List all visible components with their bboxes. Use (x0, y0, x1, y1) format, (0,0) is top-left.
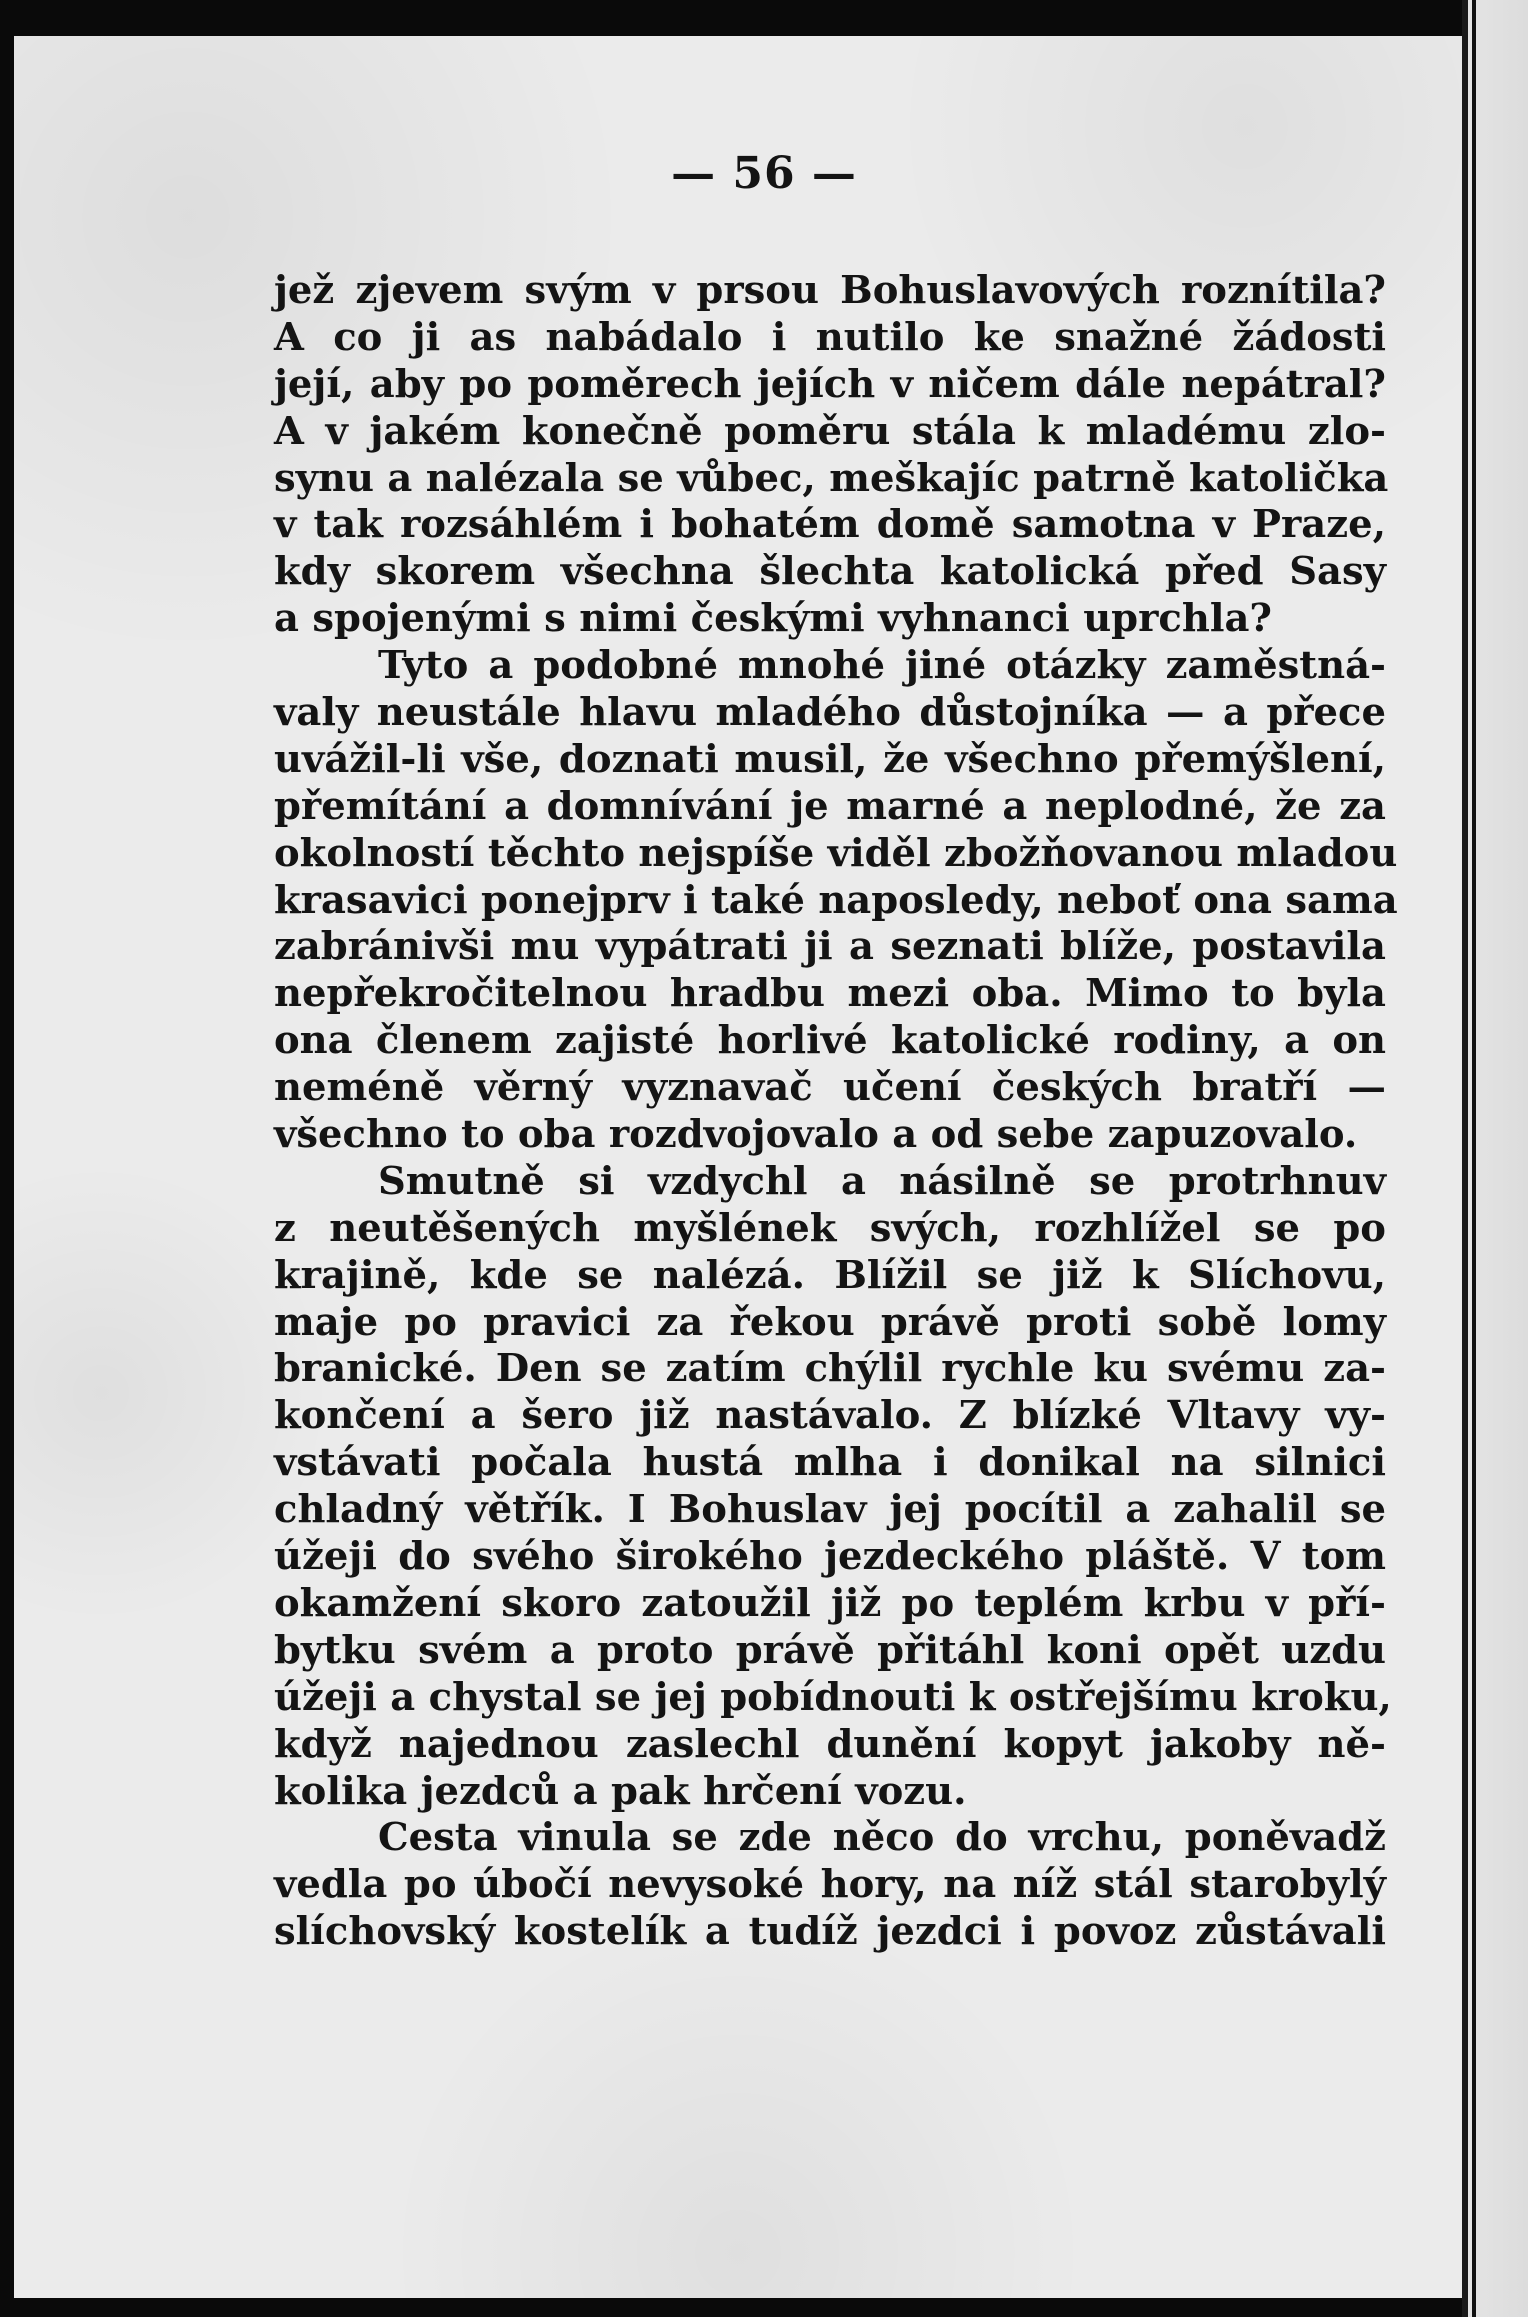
page-number: — 56 — (671, 148, 857, 199)
text-line: krajině, kde se nalézá. Blížil se již k Slíchovu, (274, 1252, 1386, 1298)
text-line: přemítání a domnívání je marné a neplodné, že za (274, 783, 1386, 829)
text-line: krasavici ponejprv i také naposledy, neboť ona sama (274, 877, 1398, 923)
text-line: úžeji do svého širokého jezdeckého pláště. V tom (274, 1534, 1386, 1580)
text-line: Smutně si vzdychl a násilně se protrhnuv (378, 1158, 1386, 1204)
text-line: bytku svém a proto právě přitáhl koni opět uzdu (274, 1627, 1386, 1673)
text-line: úžeji a chystal se jej pobídnouti k ostřejšímu kroku, (274, 1674, 1392, 1720)
text-line: branické. Den se zatím chýlil rychle ku svému za- (274, 1346, 1386, 1392)
text-line: a spojenými s nimi českými vyhnanci uprchla? (274, 596, 1272, 642)
text-line: zabránivši mu vypátrati ji a seznati blíže, postavila (274, 924, 1386, 970)
text-line: vstávati počala hustá mlha i donikal na silnici (274, 1440, 1386, 1486)
text-line: maje po pravici za řekou právě proti sobě lomy (274, 1299, 1386, 1345)
text-line: synu a nalézala se vůbec, meškajíc patrně katolička (274, 455, 1389, 501)
text-line: Tyto a podobné mnohé jiné otázky zaměstná- (378, 643, 1386, 689)
text-line: valy neustále hlavu mladého důstojníka — a přece (274, 690, 1386, 736)
text-line: A v jakém konečně poměru stála k mladému zlo- (274, 408, 1386, 454)
text-line: vedla po úbočí nevysoké hory, na níž stál starobylý (274, 1862, 1386, 1908)
text-line: všechno to oba rozdvojovalo a od sebe zapuzovalo. (274, 1112, 1358, 1158)
text-line: neméně věrný vyznavač učení českých bratří — (274, 1065, 1386, 1111)
text-line: uvážil-li vše, doznati musil, že všechno přemýšlení, (274, 736, 1386, 782)
text-line: když najednou zaslechl dunění kopyt jakoby ně- (274, 1721, 1386, 1767)
text-line: kolika jezdců a pak hrčení vozu. (274, 1768, 967, 1814)
page-edge-line (1472, 0, 1476, 2317)
text-line: z neutěšených myšlének svých, rozhlížel se po (274, 1205, 1386, 1251)
body-text (274, 268, 1398, 1956)
text-line: jež zjevem svým v prsou Bohuslavových roznítila? (274, 268, 1386, 313)
text-line: v tak rozsáhlém i bohatém domě samotna v Praze, (274, 502, 1386, 548)
text-line: okolností těchto nejspíše viděl zbožňovanou mladou (274, 830, 1398, 876)
text-line: Cesta vinula se zde něco do vrchu, poněvadž (378, 1815, 1386, 1861)
text-line: chladný větřík. I Bohuslav jej pocítil a zahalil se (274, 1487, 1386, 1533)
text-line: A co ji as nabádalo i nutilo ke snažné žádosti (274, 314, 1386, 360)
text-line: končení a šero již nastávalo. Z blízké Vltavy vy- (274, 1393, 1386, 1439)
text-line: její, aby po poměrech jejích v ničem dále nepátral? (274, 361, 1386, 407)
text-line: okamžení skoro zatoužil již po teplém krbu v pří- (274, 1580, 1386, 1626)
scan-right-edge (1462, 0, 1528, 2317)
text-line: nepřekročitelnou hradbu mezi oba. Mimo to byla (274, 971, 1386, 1017)
text-line: ona členem zajisté horlivé katolické rodiny, a on (274, 1018, 1386, 1064)
text-line: slíchovský kostelík a tudíž jezdci i povoz zůstávali (274, 1909, 1386, 1955)
text-line: kdy skorem všechna šlechta katolická před Sasy (274, 549, 1386, 595)
